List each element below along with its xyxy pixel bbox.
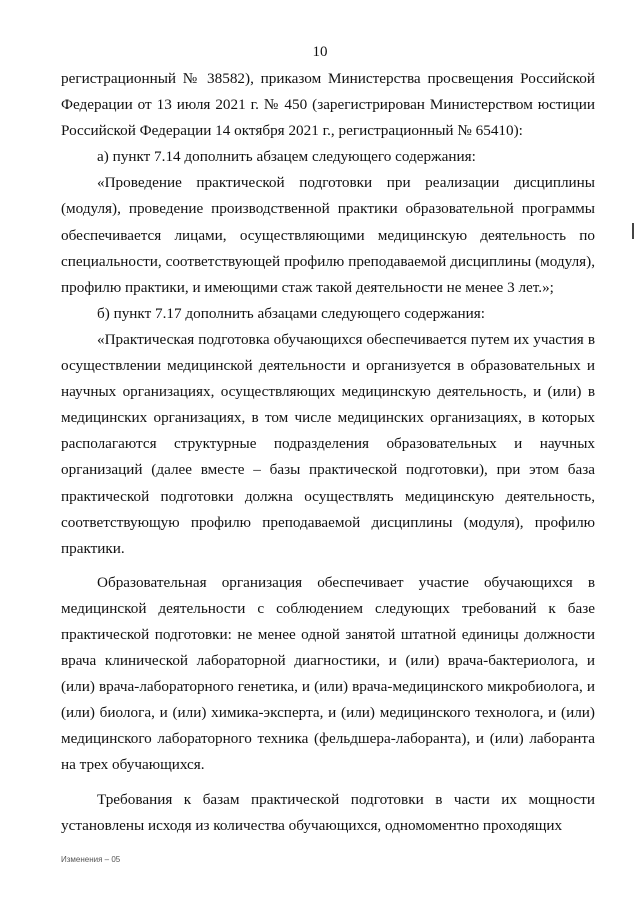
page-number: 10 — [312, 44, 328, 60]
paragraph-item-b: б) пункт 7.17 дополнить абзацами следующего содержания: — [97, 304, 485, 322]
document-body — [61, 66, 595, 839]
paragraph-requirements: Образовательная организация обеспечивает участие обучающихся в медицинской деятельности с соблюдением следующих требований к базе практической подготовки: не менее одной занятой штатной единицы должности врача клинической лабораторной диагностики, и (или) врача-бактериолога, и (или) врача-лабораторного генетика, и (или) врача-медицинского микробиолога, и (или) биолога, и (или) химика-эксперта, и (или) медицинского технолога, и (или) медицинского лабораторного техника (фельдшера-лаборанта), и (или) лаборанта на трех обучающихся. — [61, 573, 595, 774]
scan-edge-mark — [632, 223, 634, 239]
paragraph-item-a: а) пункт 7.14 дополнить абзацем следующего содержания: — [97, 148, 476, 166]
paragraph-registration-continuation: регистрационный № 38582), приказом Министерства просвещения Российской Федерации от 13 июля 2021 г. № 450 (зарегистрирован Министерством юстиции Российской Федерации 14 октября 2021 г., регистрационный № 65410): — [61, 70, 595, 140]
paragraph-quote-7-14: «Проведение практической подготовки при реализации дисциплины (модуля), проведение производственной практики образовательной программы обеспечивается лицами, осуществляющими медицинскую деятельность по специальности, соответствующей профилю преподаваемой дисциплины (модуля), профилю практики, и имеющими стаж такой деятельности не менее 3 лет.»; — [61, 174, 595, 296]
paragraph-capacity: Требования к базам практической подготовки в части их мощности установлены исходя из количества обучающихся, одномоментно проходящих — [61, 790, 595, 834]
page-footer: Изменения – 05 — [61, 855, 121, 864]
paragraph-quote-7-17: «Практическая подготовка обучающихся обеспечивается путем их участия в осуществлении медицинской деятельности и организуется в образовательных и научных организациях, осуществляющих медицинскую деятельность, и (или) в медицинских организациях, в том числе медицинских организациях, в которых располагаются структурные подразделения образовательных и научных организаций (далее вместе – базы практической подготовки), при этом база практической подготовки должна осуществлять медицинскую деятельность, соответствующую профилю преподаваемой дисциплины (модуля), профилю практики. — [61, 330, 595, 557]
